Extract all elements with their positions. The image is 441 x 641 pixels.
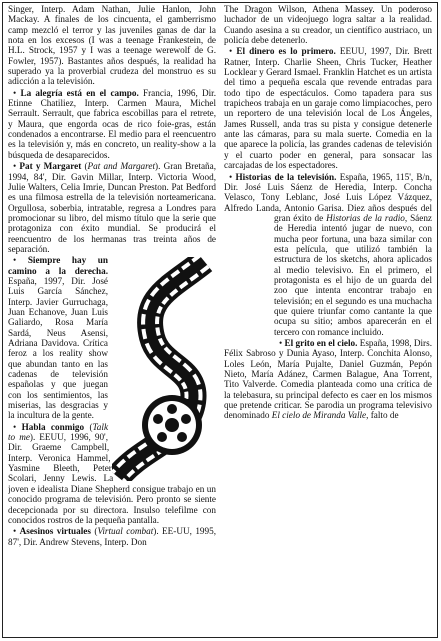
illustration-wrap-space: [224, 213, 270, 341]
entry-siempre-hay-un-camino: • Siempre hay un camino a la derecha. España, 1997, Dir. José Luis García Sánchez, Interp. Javier Gurruchaga, Juan Echanove, Juan Luis Galiardo, Rosa María Sardá, Neus Asensi, Adriana Davidova. Crítica feroz a los reality show que abundan tanto en las cadenas de televisión españolas y que juegan con los sentimientos, las miserias, las desgracias y la incultura de la gente.: [8, 255, 108, 421]
intro-paragraph: Singer, Interp. Adam Nathan, Julie Hanlon, John Mackay. A finales de los cincuenta, el gamberrismo camp mezcló el terror y las juveniles ganas de dar la nota en los excesos (I was a teenage Frankestein, de H.L. Strock, 1957 y I was a teenage werewolf de G. Fowler, 1957). Bastantes años después, la realidad ha superado ya la proverbial crudeza del monstruo es su adicción a la televisión.: [8, 4, 216, 87]
entry-title: Siempre hay un camino a la derecha.: [8, 255, 108, 276]
entry-historias-de-la-television: • Historias de la televisión. España, 1965, 115', B/n, Dir. José Luis Sáenz de Heredia, Interp. Concha Velasco, Tony Leblanc, José Luis López Vázquez, Alfredo Landa, Antonio Garisa. Diez años después del gran éxito de Historias de la radio, Sáenz de Heredia intentó jugar de nuevo, con mucha peor fortuna, una baza similar con esta película, que utilizó también la estructura de los sketchs, ahora aplicados al medio televisivo. En el primero, el protagonista es el hijo de un guarda del zoo que intenta encontrar trabajo en televisión; en el segundo es una muchacha que quiere triunfar como cantante la que ocupa su sitio; ambos aparecerán en el tercero con romance incluido.: [224, 172, 432, 338]
film-reel-illustration: [112, 257, 216, 481]
film-reel-icon: [112, 257, 216, 481]
continuation-paragraph: The Dragon Wilson, Athena Massey. Un poderoso luchador de un videojuego logra saltar a la realidad. Cuando asesina a su creador, un científico austriaco, un policía debe detenerlo.: [224, 4, 432, 46]
entry-title: Historias de la televisión.: [235, 171, 337, 182]
entry-reference-title: Historias de la radio: [326, 212, 405, 223]
entry-pat-y-margaret: • Pat y Margaret (Pat and Margaret). Gran Bretaña, 1994, 84', Dir. Gavin Millar, Interp. Victoria Wood, Julie Walters, Celia Imrie, Duncan Preston. Pat Bedford es una filmosa estrella de la televisión norteamericana. Orgullosa, soberbia, intratable, regresa a Londres para promocionar su libro, del mismo título que la serie que protagoniza con éxito mundial. Se producirá el reencuentro de los hermanas tras treinta años de separación.: [8, 161, 216, 254]
entry-original-title: Talk to me: [8, 421, 109, 443]
entry-la-alegria: • La alegría está en el campo. Francia, 1996, Dir. Etinne Chatiliez, Interp. Carmen Maura, Michel Serrault. Serrault, que fabrica escobillas para el retrete, y Maura, que engorda ocas de rico foie-gras, están condenados a encontrarse. El medio para el reencuentro es la televisión y, más en concreto, un reality-show a la búsqueda de desaparecidos.: [8, 87, 216, 160]
entry-original-title: Virtual combat: [97, 526, 154, 537]
entry-title: Pat y Margaret: [19, 161, 82, 172]
right-column: [224, 4, 432, 634]
entry-original-title: Pat and Margaret: [87, 161, 156, 172]
entry-title: El dinero es lo primero.: [236, 46, 336, 57]
entry-title: El grito en el cielo.: [284, 338, 358, 348]
entry-title: Asesinos virtuales: [19, 526, 91, 537]
entry-asesinos-virtuales: • Asesinos virtuales (Virtual combat). EE-UU, 1995, 87', Dir. Andrew Stevens, Interp. Don: [8, 526, 216, 547]
entry-title: Habla conmigo: [21, 421, 85, 432]
left-column: [8, 4, 216, 634]
entry-el-grito-en-el-cielo: • El grito en el cielo. España, 1998, Dirs. Félix Sabroso y Dunia Ayaso, Interp. Conchita Alonso, Loles León, María Pujalte, Daniel Guzmán, Pepón Nieto, María Adánez, Carmen Balague, Ana Torrent, Tito Valverde. Comedia planteada como una crítica de la telebasura, su principal defecto es caer en los mismos que pretende criticar. Se parodia un programa televisivo denominado El cielo de Miranda Valle, falto de: [224, 338, 432, 421]
entry-el-dinero-es-lo-primero: • El dinero es lo primero. EEUU, 1997, Dir. Brett Ratner, Interp. Charlie Sheen, Chris Tucker, Heather Locklear y Gerard Ismael. Franklin Hatchet es un artista del timo a pequeña escala que revende entradas para todo tipo de espectáculos. Como tapadera para sus trapicheos trabaja en un garaje como limpiacoches, pero un reportero de una televisión local de Los Ángeles, James Russell, anda tras su pista y consigue detenerle ante las cámaras, para su mala suerte. Comedia en la que aparece la policía, las grandes cadenas de televisión y el cuarto poder en general, para sonsacar las carcajadas de los espectadores.: [224, 46, 432, 171]
entry-habla-conmigo: • Habla conmigo (Talk to me). EEUU, 1996, 90', Dir. Graeme Campbell, Interp. Veronica Hammel, Yasmine Bleeth, Peter Scolari, Jenny Lewis. La joven e idealista Diane Shepherd consigue trabajo en un conocido programa de televisión. Pero pronto se siente decepcionada por su directora. Insulso telefilme con conocidos rostros de la pequeña pantalla.: [8, 421, 216, 525]
entry-title: La alegría está en el campo.: [20, 87, 139, 98]
entry-reference-title: El cielo de Miranda Valle: [271, 410, 367, 421]
